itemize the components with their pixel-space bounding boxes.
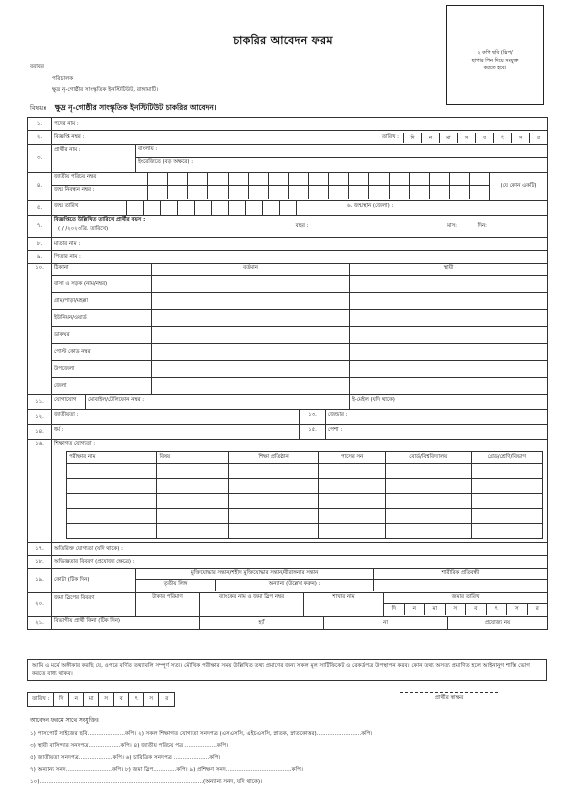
education-label: শিক্ষাগত যোগ্যতা : bbox=[54, 441, 96, 447]
row-number: ১৮. bbox=[28, 556, 52, 569]
date-box: দি bbox=[54, 693, 69, 706]
departmental-label: বিভাগীয় প্রার্থী কিনা (টিক দিন) bbox=[52, 617, 200, 629]
row-number: ৯. bbox=[28, 251, 52, 264]
quota-other-option[interactable]: অন্যান্য (উল্লেখ করুন) : bbox=[216, 580, 374, 591]
father-name-field[interactable] bbox=[52, 251, 548, 264]
mother-name-field[interactable] bbox=[52, 238, 548, 251]
form-title: চাকরির আবেদন ফরম bbox=[233, 34, 333, 47]
address-field-label: গ্রাম/পাড়া/মহল্লা bbox=[52, 292, 151, 309]
age-day-field[interactable] bbox=[457, 223, 547, 229]
circular-number-label: বিজ্ঞপ্তি নম্বর : bbox=[54, 134, 85, 141]
deposit-amount-label: টাকার পরিমাণ bbox=[152, 594, 183, 600]
deposit-branch-label: শাখার নাম bbox=[332, 594, 355, 600]
row-number: ৩. bbox=[28, 145, 52, 173]
age-reference-date: ( / /২০২৩খ্রি. তারিখে) bbox=[58, 226, 109, 233]
education-row[interactable] bbox=[67, 464, 543, 479]
subject-line bbox=[30, 104, 216, 113]
date-box: মা bbox=[84, 693, 99, 706]
row-circular-number bbox=[28, 131, 548, 145]
attachment-line: ১০)............................................................................................(অন্যান্য সনদ, যদি থাকে)। bbox=[30, 779, 263, 785]
birthplace-label: ৬. জন্মস্থান (জেলা) : bbox=[347, 203, 394, 209]
gender-field[interactable] bbox=[326, 410, 547, 424]
date-box: মা bbox=[439, 133, 457, 143]
education-header-row bbox=[67, 452, 543, 464]
education-row[interactable] bbox=[67, 494, 543, 509]
occupation-label: পেশা : bbox=[328, 427, 343, 433]
applicant-name-label: প্রার্থীর নাম : bbox=[52, 145, 136, 172]
quota-label: কোটা (টিক দিন) bbox=[52, 569, 136, 592]
row-number: ১৩. bbox=[300, 410, 326, 424]
birth-date-label: জন্ম তারিখ bbox=[54, 203, 79, 209]
date-box: দি bbox=[403, 133, 421, 143]
gender-label: জেন্ডার : bbox=[328, 412, 348, 418]
address-field-label: বাসা ও সড়ক (নাম/নম্বর) bbox=[52, 275, 151, 292]
nationality-field[interactable] bbox=[52, 410, 300, 424]
departmental-yes-option[interactable]: হ্যাঁ bbox=[200, 617, 324, 629]
addressee-institute: ক্ষুদ্র নৃ-গোষ্ঠীর সাংস্কৃতিক ইনস্টিটিউট, রাঙ্গামাটি। bbox=[52, 87, 159, 93]
date-box: র bbox=[165, 696, 169, 702]
row-post-name bbox=[28, 118, 548, 131]
deposit-slip-label: জমা স্লিপের বিবরণ bbox=[52, 593, 136, 616]
attachment-line: ৫) জাতীয়তা সনদপত্র...................কপি। ৬) চারিত্রিক সনদপত্র ....................কপি। bbox=[30, 755, 221, 761]
date-box: দি bbox=[384, 604, 405, 615]
nid-note: (যে কোন একটি) bbox=[489, 173, 547, 200]
subject-label: বিষয়ঃ bbox=[30, 104, 47, 112]
signature-date-boxes[interactable] bbox=[27, 692, 175, 707]
date-box: ন bbox=[421, 133, 439, 143]
education-col-header: বোর্ড/বিশ্ববিদ্যালয় bbox=[385, 452, 471, 464]
row-number: ৭. bbox=[28, 216, 52, 238]
name-bangla-label: বাংলায় : bbox=[138, 146, 158, 152]
present-address-column[interactable] bbox=[152, 264, 350, 394]
departmental-no-option[interactable]: না bbox=[324, 617, 448, 629]
nid-label: জাতীয় পরিচয় নম্বর bbox=[52, 173, 147, 186]
birth-reg-label: জন্ম নিবন্ধন নম্বর : bbox=[54, 187, 95, 193]
date-box: ন bbox=[405, 604, 426, 615]
education-table bbox=[66, 451, 543, 539]
birth-date-boxes[interactable] bbox=[126, 201, 297, 215]
email-label: ই-মেইল (যদি থাকে) bbox=[352, 397, 395, 403]
row-departmental-candidate bbox=[28, 617, 548, 630]
extra-qualification-label: অতিরিক্ত যোগ্যতা (যদি থাকে) : bbox=[54, 545, 123, 552]
row-nationality bbox=[28, 410, 548, 425]
name-english-label: ইংরেজিতে (বড় অক্ষরে) : bbox=[138, 159, 194, 165]
date-box: স bbox=[507, 604, 528, 615]
row-extra-qualification bbox=[28, 543, 548, 556]
row-nid bbox=[28, 173, 548, 201]
education-col-header: পরীক্ষার নাম bbox=[67, 452, 157, 464]
row-age bbox=[28, 216, 548, 238]
declaration-text: আমি এ মর্মে অঙ্গীকার করছি যে, ওপরে বর্ণিত তথ্যাবলি সম্পূর্ণ সত্য। মৌখিক পরীক্ষার সময় উল্লিখিত তথ্য প্রমাণের জন্য সকল মূল সার্টিফিকেট ও রেকর্ডপত্র উপস্থাপন করব। কোন তথ্য অসত্য প্রমাণিত হলে আইনানুগ শাস্তি ভোগ করতে বাধ্য থাকব। bbox=[27, 659, 547, 681]
age-year-label: বছর : bbox=[295, 223, 309, 230]
date-box: ন bbox=[69, 693, 84, 706]
name-bangla-field[interactable] bbox=[136, 145, 547, 158]
date-box: স bbox=[457, 133, 475, 143]
row-number: ১৪. bbox=[28, 425, 52, 440]
age-label: বিজ্ঞপ্তিতে উল্লিখিত তারিখে প্রার্থীর বয়স : bbox=[54, 217, 146, 223]
row-number: ৫. bbox=[28, 201, 52, 216]
deposit-date-label: জমার তারিখ bbox=[384, 593, 547, 604]
email-field[interactable] bbox=[350, 395, 547, 409]
row-number: ২১. bbox=[28, 617, 52, 630]
date-box: র bbox=[535, 606, 539, 612]
education-col-header: বিষয় bbox=[157, 452, 228, 464]
row-number: ১২. bbox=[28, 410, 52, 425]
education-col-header: শিক্ষা প্রতিষ্ঠান bbox=[228, 452, 318, 464]
row-number: ১৯. bbox=[28, 569, 52, 593]
applicant-signature[interactable]: প্রার্থীর স্বাক্ষর bbox=[400, 692, 498, 702]
experience-label: অভিজ্ঞতার বিবরণ (প্রযোজ্য ক্ষেত্রে) : bbox=[54, 558, 135, 565]
address-field-label: পোস্ট কোড নম্বর bbox=[52, 343, 151, 360]
date-box: ৎ bbox=[493, 133, 511, 143]
attachment-line: ৩) স্থায়ী বাসিন্দার সনদপত্র..................কপি। ৪) জাতীয় পরিচয় পত্র ..................কপি। bbox=[30, 743, 229, 749]
row-number: ১৭. bbox=[28, 543, 52, 556]
permanent-address-heading: স্থায়ী bbox=[443, 265, 454, 271]
attachment-line: ১) পাসপোর্ট সাইজের ছবি.....................কপি। ২) সকল শিক্ষাগত যোগ্যতা সনদপত্র (এসএসসি, এইচএসসি, স্নাতক, স্নাতকোত্তর).........................কপি। bbox=[30, 731, 373, 737]
age-year-field[interactable] bbox=[242, 223, 362, 229]
row-quota bbox=[28, 569, 548, 593]
row-birth-date bbox=[28, 201, 548, 216]
application-form-table bbox=[27, 117, 548, 630]
attachment-line: ৭) অন্যান্য সনদ..........................কপি। ৮) জমা স্লিপ.............কপি। ৯) প্রশিক্ষণ সনদ.....................................কপি। bbox=[30, 767, 303, 773]
row-number: ৪. bbox=[28, 173, 52, 201]
addressee-designation: পরিচালক bbox=[52, 76, 74, 82]
address-field-label: ডাকঘর bbox=[52, 326, 151, 343]
date-box: ব bbox=[466, 604, 487, 615]
extra-qualification-field[interactable] bbox=[52, 543, 548, 556]
row-number: ১১. bbox=[28, 395, 52, 410]
row-deposit-slip bbox=[28, 593, 548, 617]
row-contact bbox=[28, 395, 548, 410]
religion-label: ধর্ম : bbox=[54, 427, 64, 433]
row-education bbox=[28, 440, 548, 543]
subject-text: ক্ষুদ্র নৃ-গোষ্ঠীর সাংস্কৃতিক ইনস্টিটিউট চাকরির আবেদন। bbox=[54, 103, 217, 112]
education-col-header: গ্রেড/শ্রেণি/বিভাগ bbox=[471, 452, 542, 464]
date-box: র bbox=[529, 133, 547, 143]
date-box: স bbox=[144, 693, 159, 706]
mobile-label: মোবাইল/টেলিফোন নম্বর : bbox=[88, 397, 145, 403]
circular-date-label: তারিখ : bbox=[381, 134, 399, 141]
education-row[interactable] bbox=[67, 479, 543, 494]
date-box: ব bbox=[475, 133, 493, 143]
birth-reg-digit-boxes[interactable] bbox=[148, 186, 489, 199]
contact-label: যোগাযোগ bbox=[52, 395, 86, 409]
date-box: স bbox=[446, 604, 467, 615]
age-month-field[interactable] bbox=[362, 223, 457, 229]
row-experience bbox=[28, 556, 548, 569]
religion-field[interactable] bbox=[52, 425, 300, 439]
birthplace-field[interactable] bbox=[297, 201, 547, 215]
mobile-field[interactable] bbox=[86, 395, 350, 409]
row-father-name bbox=[28, 251, 548, 264]
date-box: ৎ bbox=[129, 693, 144, 706]
row-applicant-name bbox=[28, 145, 548, 173]
age-day-label: দিন: bbox=[477, 223, 487, 230]
deposit-bank-label: ব্যাংকের নাম ও জমা স্লিপ নম্বর bbox=[218, 594, 285, 600]
row-mother-name bbox=[28, 238, 548, 251]
row-number: ১০. bbox=[28, 264, 52, 395]
date-box: ৎ bbox=[487, 604, 508, 615]
row-number: ২০. bbox=[28, 593, 52, 617]
quota-third-gender-option[interactable]: তৃতীয় লিঙ্গ bbox=[136, 580, 216, 591]
photo-box bbox=[446, 5, 544, 105]
row-number: ২. bbox=[28, 131, 52, 145]
mother-name-label: মাতার নাম : bbox=[54, 240, 81, 247]
row-number: ১. bbox=[28, 118, 52, 131]
photo-instruction: ২ কপি ছবি (স্লিপ/ ছাপার পিন দিয়ে সংযুক্ত করতে হবে। bbox=[471, 50, 519, 71]
address-field-label: জেলা bbox=[52, 377, 151, 394]
occupation-field[interactable] bbox=[326, 425, 547, 439]
departmental-na-option[interactable]: প্রযোজ্য নয় bbox=[484, 620, 511, 626]
circular-date-boxes[interactable] bbox=[403, 133, 547, 143]
experience-field[interactable] bbox=[52, 556, 548, 569]
father-name-label: পিতার নাম : bbox=[54, 253, 81, 260]
date-box: স bbox=[99, 693, 114, 706]
post-name-field[interactable] bbox=[52, 118, 548, 131]
post-name-label: পদের নাম : bbox=[54, 120, 79, 127]
quota-freedom-fighter-option[interactable]: মুক্তিযোদ্ধার সন্তান/শহীদ মুক্তিযোদ্ধার সন্তান/বীরাঙ্গনার সন্তান bbox=[136, 569, 374, 579]
address-field-label: উপজেলা bbox=[52, 360, 151, 377]
quota-disabled-option[interactable]: শারীরিক প্রতিবন্ধী bbox=[441, 570, 480, 576]
date-box: স bbox=[511, 133, 529, 143]
nationality-label: জাতীয়তা : bbox=[54, 412, 79, 418]
present-address-heading: বর্তমান bbox=[243, 265, 258, 271]
age-month-label: মাস: bbox=[447, 223, 457, 230]
addressee-to: বরাবর bbox=[30, 64, 45, 70]
address-field-label: ইউনিয়ন/ওয়ার্ড bbox=[52, 309, 151, 326]
deposit-date-boxes[interactable] bbox=[384, 604, 547, 615]
education-col-header: পাসের সন bbox=[319, 452, 386, 464]
date-box: মা bbox=[425, 604, 446, 615]
attachments-heading: আবেদন ফরমে সাথে সংযুক্তিঃ bbox=[30, 718, 99, 724]
education-row[interactable] bbox=[67, 509, 543, 524]
address-label: ঠিকানা bbox=[54, 265, 69, 271]
row-address bbox=[28, 264, 548, 395]
row-religion bbox=[28, 425, 548, 440]
row-number: ১৬. bbox=[28, 440, 52, 543]
education-row[interactable] bbox=[67, 524, 543, 539]
row-number: ১৫. bbox=[300, 425, 326, 439]
date-box: ব bbox=[114, 693, 129, 706]
nid-digit-boxes[interactable] bbox=[148, 173, 489, 186]
name-english-field[interactable] bbox=[136, 158, 547, 171]
permanent-address-column[interactable] bbox=[350, 264, 547, 394]
row-number: ৮. bbox=[28, 238, 52, 251]
signature-date-label: তারিখ : bbox=[28, 693, 54, 706]
